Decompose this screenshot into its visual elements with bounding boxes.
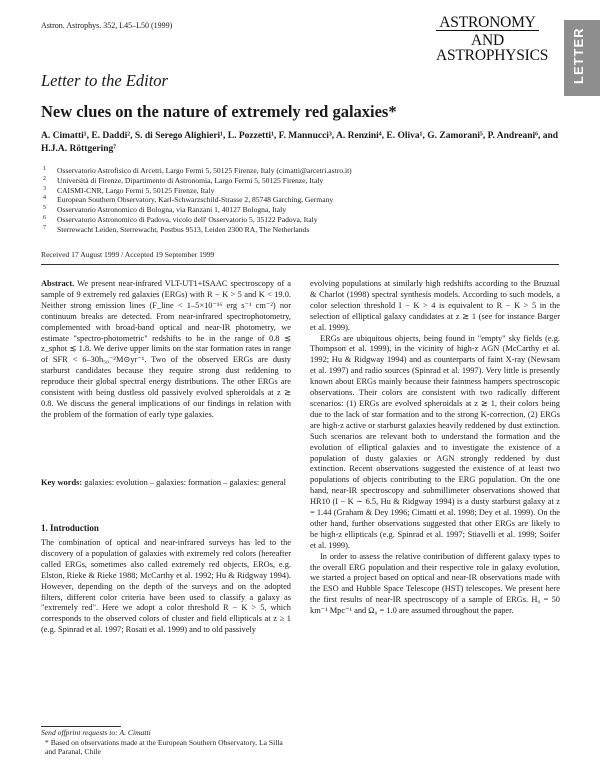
affiliation-item [41,195,561,205]
affiliation-text: Osservatorio Astronomico di Padova, vicolo dell' Osservatorio 5, 35122 Padova, Italy [57,214,318,224]
journal-logo [436,14,549,64]
affiliation-number: 3 [43,185,46,192]
affiliation-number: 2 [43,175,46,182]
side-tab-label: LETTER [571,27,586,84]
affiliation-number: 4 [43,195,46,202]
affiliation-text: Osservatorio Astrofisico di Arcetri, Largo Fermi 5, 50125 Firenze, Italy (cimatti@arcetri.astro.it) [57,166,352,175]
affiliation-text: Sterrewacht Leiden, Sterrewacht, Postbus 9513, Leiden 2300 RA, The Netherlands [57,224,310,234]
right-paragraph-3: In order to assess the relative contribution of different galaxy types to the overall ERG population and their respective role in galaxy evolution, we started a project based on optical and near-IR observations made with the ESO and Hubble Space Telescope (HST) telescopes. We present here the first results of near-IR spectroscopy of a sample of ERGs. H₀ = 50 km⁻¹ Mpc⁻¹ and Ω₀ = 1.0 are assumed throughout the paper. [310,551,560,616]
footnotes [41,728,291,757]
abstract-text: We present near-infrared VLT-UT1+ISAAC spectroscopy of a sample of 9 extremely red galaxies (ERGs) with R − K > 5 and K < 19.0. Neither strong emission lines (F_line < 1–5×10⁻¹⁶ erg s⁻¹ cm⁻²) nor continuum breaks are detected. From near-infrared spectrophotometry, complemented with broad-band optical and near-IR photometry, we estimate "spectro-photometric" redshifts to be in the range of 0.8 ≲ z_sphot ≲ 1.8. We derive upper limits on the star formation rates in range of SFR < 6–30h₅₀⁻²M⊙yr⁻¹. Two of the observed ERGs are dusty starburst candidates because they require strong dust reddening to reproduce their global spectral energy distributions. The other ERGs are consistent with being dustless old passively evolved spheroidals at z ≳ 0.8. We discuss the general implications of our findings in relation with the problem of the formation of early type galaxies. [41,279,291,419]
logo-line-2: AND [471,32,504,49]
affiliation-number: 5 [43,205,46,212]
affiliation-number: 6 [43,214,46,221]
author-list: A. Cimatti¹, E. Daddi², S. di Serego Alighieri¹, L. Pozzetti¹, F. Mannucci³, A. Renzini⁴, E. Oliva¹, G. Zamorani⁵, P. Andreani⁶, and H.J.A. Röttgering⁷ [41,131,559,154]
paper-title: New clues on the nature of extremely red galaxies* [41,102,397,121]
section-label: Letter to the Editor [41,71,168,90]
affiliation-text: Osservatorio Astronomico di Bologna, via Ranzani 1, 40127 Bologna, Italy [57,205,287,215]
affiliation-item [41,186,561,196]
affiliation-item [41,225,561,235]
journal-reference: Astron. Astrophys. 352, L45–L50 (1999) [41,21,173,30]
abstract-label: Abstract. [41,279,75,288]
received-dates: Received 17 August 1999 / Accepted 19 September 1999 [41,250,215,259]
right-column [310,279,560,617]
right-paragraph-2: ERGs are ubiquitous objects, being found in "empty" sky fields (e.g. Thompson et al. 1999), in the vicinity of high-z AGN (McCarthy et al. 1992; Hu & Ridgway 1994) and as counterparts of faint X-ray (Newsam et al. 1997) and radio sources (Spinrad et al. 1997). Very little is presently known about ERGs mainly because their faintness hampers spectroscopic observations. Their colors are consistent with two radically different scenarios: (1) ERGs are evolved spheroidals at z ≳ 1, their colors being due to the lack of star formation and to the strong K-correction, (2) ERGs are high-z active or starburst galaxies heavily reddened by dust extinction. Such scenarios are relevant both to understand the formation and the evolution of elliptical galaxies and to investigate the existence of a population of dusty galaxies or AGN strongly reddened by dust extinction. Recent observations suggested the existence of at least two populations of objects contributing to the ERG population. On the one hand, near-IR spectroscopy and submillimeter observations showed that HR10 (I − K ∼ 6.5, Hu & Ridgway 1994) is a dusty starburst galaxy at z = 1.44 (Graham & Dey 1996; Cimatti et al. 1998; Dey et al. 1999). On the other hand, further observations suggested that other ERGs are likely to be high-z ellipticals (e.g. Spinrad et al. 1997; Stiavelli et al. 1999; Soifer et al. 1999). [310,333,560,550]
affiliation-text: European Southern Observatory, Karl-Schwarzschild-Strasse 2, 85748 Garching, Germany [57,195,334,205]
footnote-divider [41,726,121,727]
affiliation-item [41,205,561,215]
affiliation-text: Università di Firenze, Dipartimento di Astronomia, Largo Fermi 5, 50125 Firenze, Italy [57,175,324,185]
logo-line-3: ASTROPHYSICS [436,47,549,64]
offprint-footnote: Send offprint requests to: A. Cimatti [41,728,151,737]
header-divider [41,264,559,265]
keywords-text: galaxies: evolution – galaxies: formation – galaxies: general [84,478,286,487]
affiliation-text: CAISMI-CNR, Largo Fermi 5, 50125 Firenze, Italy [57,185,215,195]
affiliation-item [41,176,561,186]
keywords-label: Key words: [41,478,83,487]
affiliation-number: 7 [43,224,46,231]
keywords [41,478,291,489]
right-paragraph-1: evolving populations at similarly high redshifts according to the Bruzual & Charlot (1998) spectral synthesis models. According to such models, a color selection threshold I − K > 4 is equivalent to R − K > 5 in the selection of elliptical galaxy candidates at z ≳ 1 (see for instance Barger et al. 1999). [310,279,560,332]
logo-line-1: ASTRONOMY [439,14,536,31]
affiliation-list [41,166,561,235]
affiliation-number: 1 [43,166,46,172]
letter-side-tab [564,20,600,96]
affiliation-item [41,166,561,176]
intro-paragraph: The combination of optical and near-infrared surveys has led to the discovery of a population of galaxies with extremely red colors (hereafter called ERGs, sometimes also called extremely red objects, EROs, e.g. Elston, Rieke & Rieke 1988; McCarthy et al. 1992; Hu & Ridgway 1994). However, depending on the depth of the surveys and on the adopted filters, different color criteria have been used to classify a galaxy as "extremely red". Here we adopt a color threshold R − K > 5, which corresponds to the observed colors of cluster and field ellipticals at z ≥ 1 (e.g. Spinrad et al. 1997; Rosati et al. 1999) and to old passively [41,538,291,635]
intro-body [41,538,291,636]
intro-heading: 1. Introduction [41,523,99,533]
affiliation-item [41,215,561,225]
observation-footnote: * Based on observations made at the European Southern Observatory, La Silla and Paranal, Chile [45,737,283,757]
abstract [41,279,291,421]
